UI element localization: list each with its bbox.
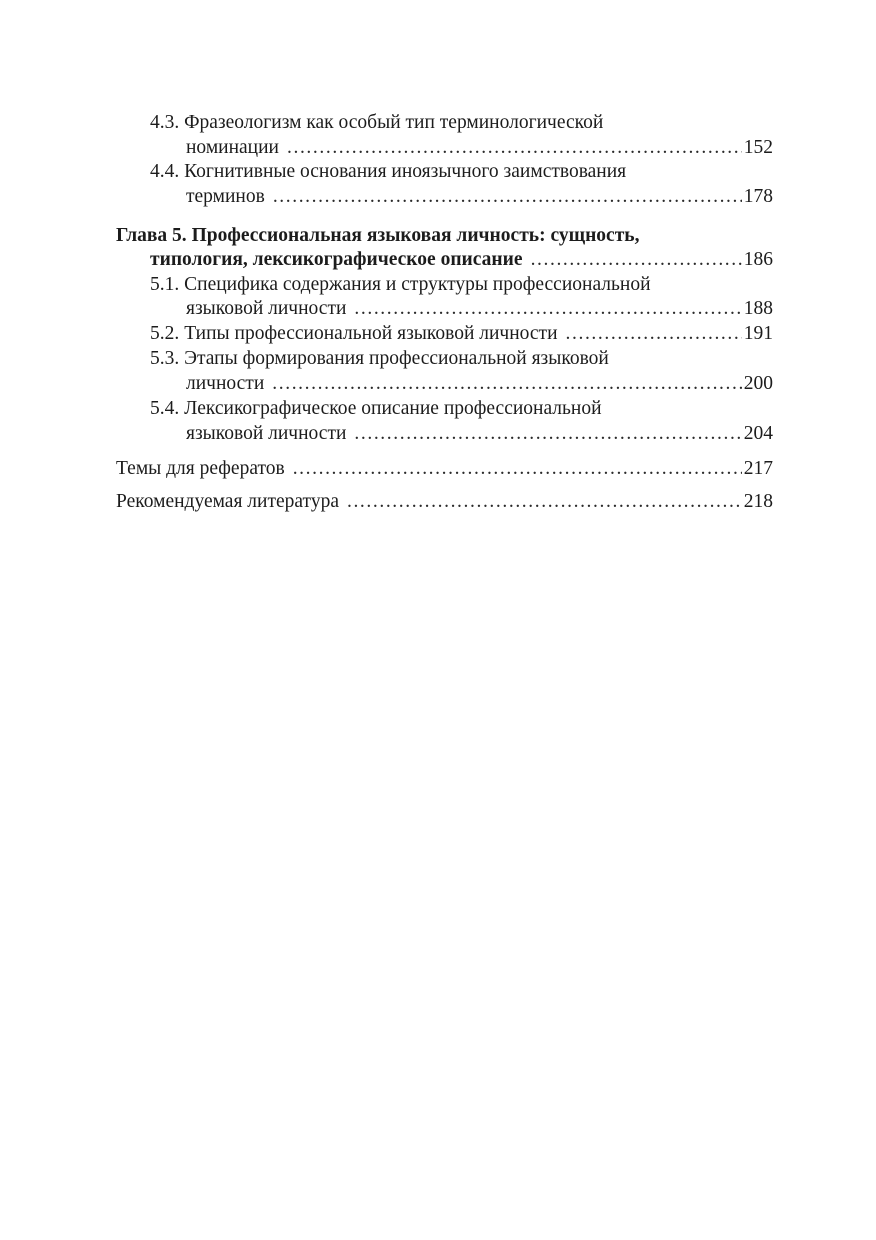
toc-page-number: 186 xyxy=(743,249,773,270)
toc-entry-4-3-line2 xyxy=(186,135,773,161)
toc-page-number: 200 xyxy=(743,373,773,394)
toc-entry-title: Фразеологизм как особый тип терминологической xyxy=(184,112,604,133)
dot-leader xyxy=(566,321,742,347)
toc-entry-title: Этапы формирования профессиональной языковой xyxy=(184,348,609,369)
toc-entry-number: 5.3. xyxy=(150,348,180,369)
toc-chapter-number: Глава 5. xyxy=(116,225,187,246)
toc-entry-title: Специфика содержания и структуры профессиональной xyxy=(184,274,651,295)
toc-entry-title: Когнитивные основания иноязычного заимствования xyxy=(184,161,627,182)
toc-entry-5-1-line2 xyxy=(186,296,773,322)
toc-entry-4-4-line2 xyxy=(186,184,773,210)
dot-leader xyxy=(347,489,742,515)
toc-entry-5-1-line1 xyxy=(150,272,651,298)
toc-entry-title: Рекомендуемая литература xyxy=(116,491,339,512)
toc-entry-title: Темы для рефератов xyxy=(116,458,285,479)
dot-leader xyxy=(272,371,741,397)
toc-page-number: 218 xyxy=(743,491,773,512)
toc-entry-number: 5.2. xyxy=(150,323,180,344)
toc-page-number: 188 xyxy=(743,298,773,319)
toc-page-number: 152 xyxy=(743,137,773,158)
toc-entry-number: 4.3. xyxy=(150,112,180,133)
toc-entry-title: Лексикографическое описание профессиональной xyxy=(184,398,602,419)
toc-page-number: 191 xyxy=(743,323,773,344)
toc-entry-5-2 xyxy=(150,321,773,347)
toc-page-number: 217 xyxy=(743,458,773,479)
toc-entry-number: 5.4. xyxy=(150,398,180,419)
toc-entry-number: 4.4. xyxy=(150,161,180,182)
toc-page-number: 204 xyxy=(743,423,773,444)
toc-entry-5-3-line1 xyxy=(150,346,609,372)
toc-entry-4-3-line1 xyxy=(150,110,603,136)
toc-chapter-5-line1 xyxy=(116,223,639,249)
dot-leader xyxy=(531,247,742,273)
toc-chapter-title: Профессиональная языковая личность: сущность, xyxy=(191,225,640,246)
dot-leader xyxy=(293,456,742,482)
dot-leader xyxy=(354,421,741,447)
toc-entry-4-4-line1 xyxy=(150,159,626,185)
toc-entry-recommended-literature xyxy=(116,489,773,515)
toc-entry-5-4-line1 xyxy=(150,396,602,422)
dot-leader xyxy=(287,135,742,161)
toc-chapter-5-line2 xyxy=(150,247,773,273)
dot-leader xyxy=(354,296,741,322)
toc-chapter-title-cont: типология, лексикографическое описание xyxy=(150,249,523,270)
toc-entry-title-cont: номинации xyxy=(186,137,279,158)
toc-entry-number: 5.1. xyxy=(150,274,180,295)
toc-entry-5-4-line2 xyxy=(186,421,773,447)
toc-page-number: 178 xyxy=(743,186,773,207)
toc-entry-essay-topics xyxy=(116,456,773,482)
toc-entry-title-cont: языковой личности xyxy=(186,423,347,444)
dot-leader xyxy=(273,184,742,210)
toc-entry-title-cont: терминов xyxy=(186,186,265,207)
toc-entry-title-cont: личности xyxy=(186,373,265,394)
toc-entry-title-cont: языковой личности xyxy=(186,298,347,319)
toc-entry-5-3-line2 xyxy=(186,371,773,397)
toc-entry-title: Типы профессиональной языковой личности xyxy=(184,323,558,344)
